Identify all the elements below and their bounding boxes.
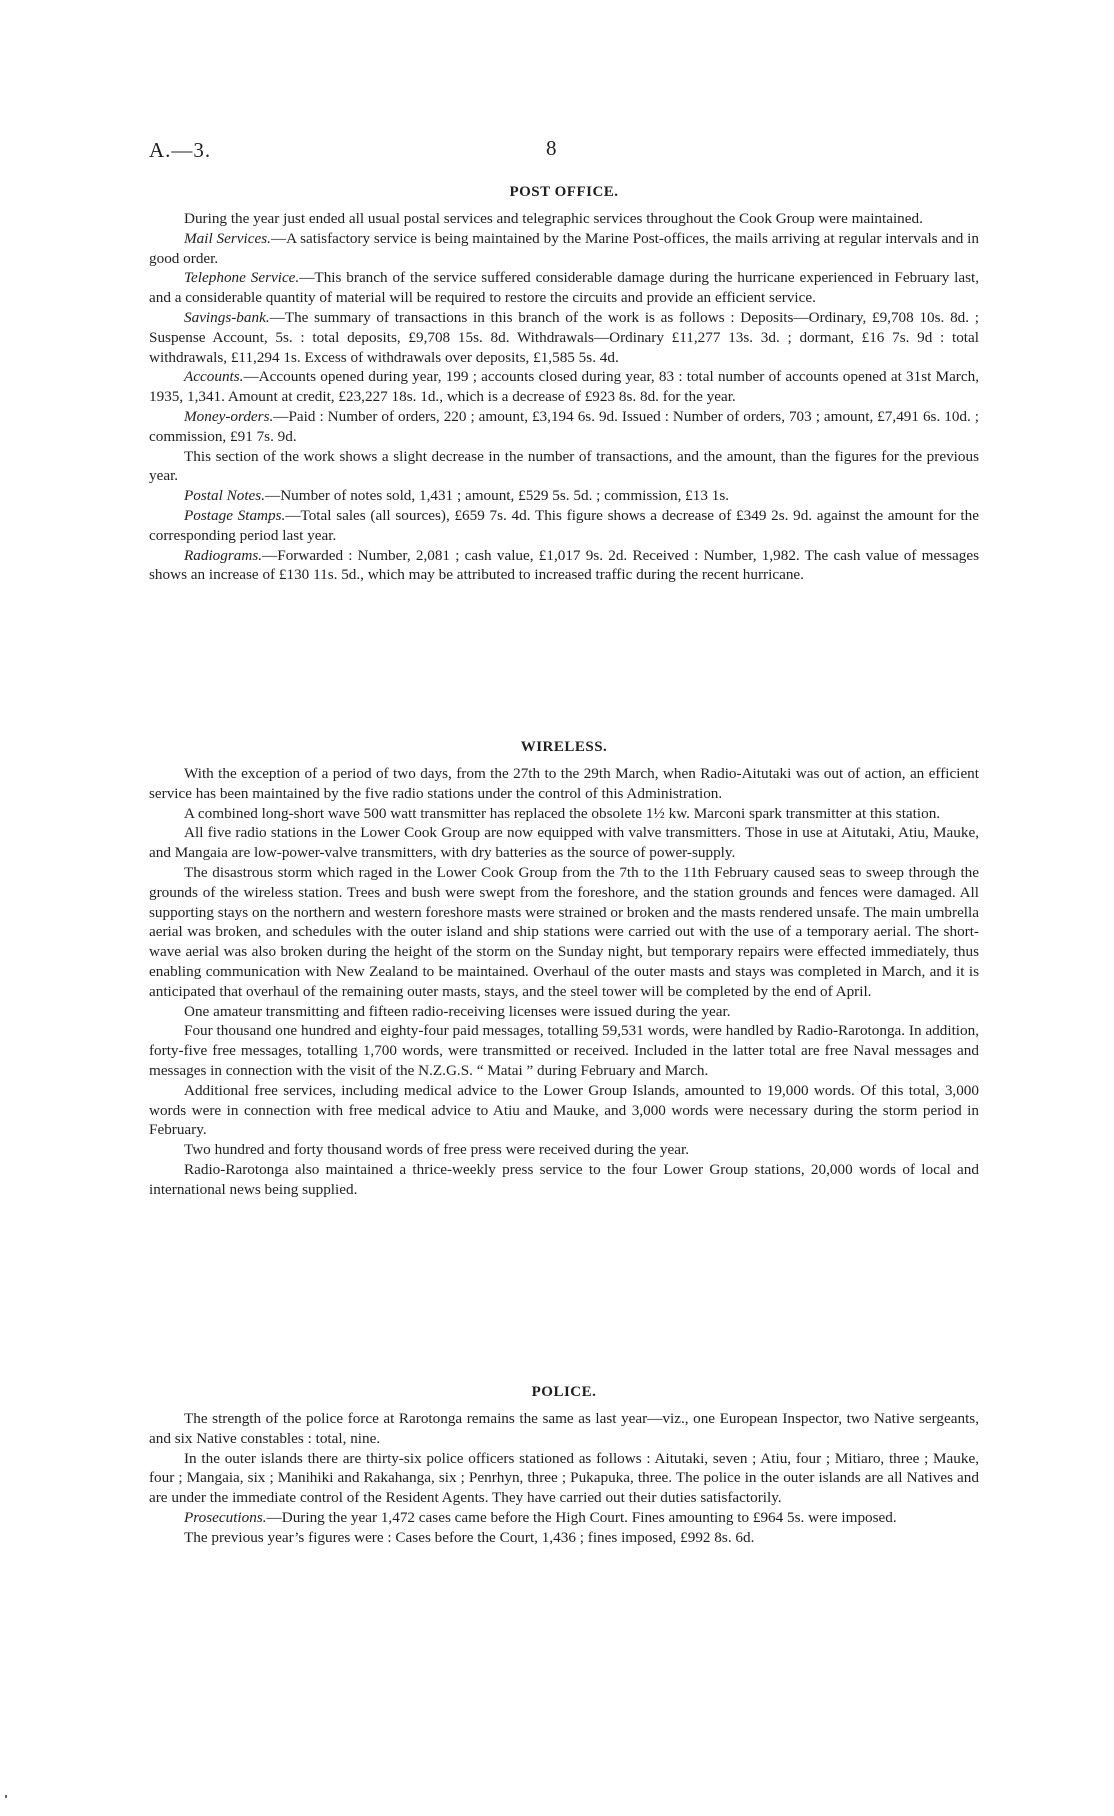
- paragraph: [149, 764, 979, 804]
- paragraph: [149, 1002, 979, 1022]
- paragraph: [149, 308, 979, 367]
- paragraph-text: The disastrous storm which raged in the Lower Cook Group from the 7th to the 11th February caused seas to sweep through the grounds of the wireless station. Trees and bush were swept from the foreshore, and the station grounds and fences were damaged. All supporting stays on the northern and western foreshore masts were strained or broken and the masts rendered unsafe. The main umbrella aerial was broken, and schedules with the outer island and ship stations were carried out with the use of a temporary aerial. The short-wave aerial was also broken during the height of the storm on the Sunday night, but temporary repairs were effected immediately, thus enabling communication with New Zealand to be maintained. Overhaul of the outer masts and stays was completed in March, and it is anticipated that overhaul of the remaining outer masts, stays, and the steel tower will be completed by the end of April.: [149, 863, 979, 1000]
- paragraph: [149, 823, 979, 863]
- paragraph-text: —Forwarded : Number, 2,081 ; cash value, £1,017 9s. 2d. Received : Number, 1,982. The cash value of messages shows an increase of £130 11s. 5d., which may be attributed to increased traffic during the recent hurricane.: [149, 546, 979, 584]
- paragraph-lead: Postage Stamps.: [184, 506, 286, 524]
- paragraph-text: A combined long-short wave 500 watt transmitter has replaced the obsolete 1½ kw. Marconi spark transmitter at this station.: [184, 804, 941, 822]
- paragraph-text: With the exception of a period of two days, from the 27th to the 29th March, when Radio-Aitutaki was out of action, an efficient service has been maintained by the five radio stations under the control of this Administration.: [149, 765, 979, 802]
- paragraph-text: Radio-Rarotonga also maintained a thrice-weekly press service to the four Lower Group stations, 20,000 words of local and international news being supplied.: [149, 1160, 979, 1198]
- paragraph: [149, 863, 979, 1002]
- page-number: 8: [546, 136, 557, 160]
- document-reference: A.—3.: [149, 138, 212, 162]
- paragraph-lead: Accounts.: [184, 368, 244, 386]
- paragraph: [149, 1140, 979, 1160]
- paragraph-text: In the outer islands there are thirty-six police officers stationed as follows : Aitutaki, seven ; Atiu, four ; Mitiaro, three ; Mauke, four ; Mangaia, six ; Manihiki and Rakahanga, six ; Penrhyn, three ; Pukapuka, three. The police in the outer islands are all Natives and are under the immediate control of the Resident Agents. They have carried out their duties satisfactorily.: [149, 1449, 979, 1507]
- paragraph: [149, 1528, 979, 1548]
- section-wireless: [149, 739, 979, 1200]
- paragraph-text: —Accounts opened during year, 199 ; accounts closed during year, 83 : total number of accounts opened at 31st March, 1935, 1,341. Amount at credit, £23,227 18s. 1d., which is a decrease of £923 8s. 8d. for the year.: [149, 368, 979, 406]
- section-heading: WIRELESS.: [520, 739, 608, 755]
- paragraph: [149, 209, 979, 229]
- paragraph-lead: Telephone Service.: [184, 269, 300, 287]
- paragraph-text: During the year just ended all usual postal services and telegraphic services throughout the Cook Group were maintained.: [184, 210, 923, 227]
- paragraph: [149, 229, 979, 269]
- section-heading: POLICE.: [531, 1384, 597, 1400]
- paragraph-text: —Total sales (all sources), £659 7s. 4d. This figure shows a decrease of £349 2s. 9d. against the amount for the corresponding period last year.: [149, 506, 979, 544]
- paragraph: [149, 447, 979, 487]
- paragraph: [149, 1081, 979, 1140]
- paragraph-lead: Radiograms.: [184, 546, 263, 564]
- paragraph: [149, 367, 979, 407]
- paragraph-text: —The summary of transactions in this branch of the work is as follows : Deposits—Ordinary, £9,708 10s. 8d. ; Suspense Account, 5s. : total deposits, £9,708 15s. 8d. Withdrawals—Ordinary £11,277 13s. 3d. ; dormant, £16 7s. 9d : total withdrawals, £11,294 1s. Excess of withdrawals over deposits, £1,585 5s. 4d.: [149, 308, 979, 366]
- paragraph-text: —Number of notes sold, 1,431 ; amount, £529 5s. 5d. ; commission, £13 1s.: [265, 487, 730, 505]
- section-body: [149, 209, 979, 585]
- paragraph: [149, 1508, 979, 1528]
- paragraph-text: The previous year’s figures were : Cases before the Court, 1,436 ; fines imposed, £992 8s. 6d.: [184, 1528, 755, 1546]
- paragraph-lead: Mail Services.: [184, 229, 271, 247]
- paragraph: [149, 407, 979, 447]
- paragraph: [149, 546, 979, 586]
- paragraph-text: Two hundred and forty thousand words of free press were received during the year.: [184, 1141, 690, 1159]
- paragraph-text: —This branch of the service suffered considerable damage during the hurricane experienced in February last, and a considerable quantity of material will be required to restore the circuits and provide an efficient service.: [149, 269, 980, 307]
- paragraph-text: One amateur transmitting and fifteen radio-receiving licenses were issued during the year.: [184, 1002, 731, 1020]
- paragraph: [149, 804, 979, 824]
- paragraph: [149, 486, 979, 506]
- section-post-office: [149, 184, 979, 585]
- scan-speck: [5, 1795, 7, 1798]
- paragraph-text: This section of the work shows a slight decrease in the number of transactions, and the amount, than the figures for the previous year.: [149, 447, 979, 485]
- paragraph-text: Four thousand one hundred and eighty-four paid messages, totalling 59,531 words, were handled by Radio-Rarotonga. In addition, forty-five free messages, totalling 1,700 words, were transmitted or received. Included in the latter total are free Naval messages and messages in connection with the visit of the N.Z.G.S. “ Matai ” during February and March.: [149, 1022, 979, 1079]
- section-heading: POST OFFICE.: [509, 184, 619, 200]
- paragraph-lead: Money-orders.: [184, 407, 274, 425]
- paragraph-text: Additional free services, including medical advice to the Lower Group Islands, amounted to 19,000 words. Of this total, 3,000 words were in connection with free medical advice to Atiu and Mauke, and 3,000 words were necessary during the storm period in February.: [149, 1081, 979, 1139]
- section-police: [149, 1384, 979, 1548]
- paragraph-text: The strength of the police force at Rarotonga remains the same as last year—viz., one European Inspector, two Native sergeants, and six Native constables : total, nine.: [149, 1410, 979, 1447]
- section-body: [149, 764, 979, 1200]
- paragraph: [149, 1160, 979, 1200]
- paragraph-lead: Prosecutions.: [184, 1508, 267, 1526]
- paragraph: [149, 1021, 979, 1080]
- paragraph: [149, 1449, 979, 1508]
- paragraph-text: —Paid : Number of orders, 220 ; amount, £3,194 6s. 9d. Issued : Number of orders, 703 ; amount, £7,491 6s. 10d. ; commission, £91 7s. 9d.: [149, 407, 979, 445]
- paragraph: [149, 268, 979, 308]
- paragraph-lead: Savings-bank.: [184, 308, 270, 326]
- paragraph-text: All five radio stations in the Lower Cook Group are now equipped with valve transmitters. Those in use at Aitutaki, Atiu, Mauke, and Mangaia are low-power-valve transmitters, with dry batteries as the source of power-supply.: [149, 824, 979, 862]
- paragraph-text: —During the year 1,472 cases came before the High Court. Fines amounting to £964 5s. were imposed.: [266, 1508, 897, 1526]
- paragraph-text: —A satisfactory service is being maintained by the Marine Post-offices, the mails arriving at regular intervals and in good order.: [149, 229, 979, 267]
- paragraph-lead: Postal Notes.: [184, 487, 266, 505]
- section-body: [149, 1409, 979, 1548]
- paragraph: [149, 506, 979, 546]
- paragraph: [149, 1409, 979, 1449]
